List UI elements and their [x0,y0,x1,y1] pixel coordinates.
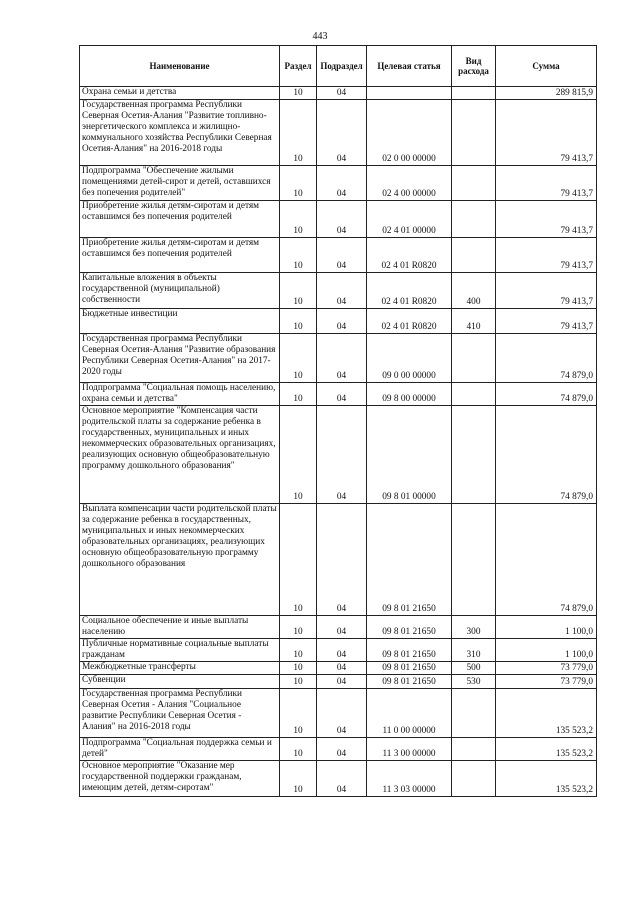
table-row [80,738,597,761]
row-target-cell: 09 0 00 00000 [367,334,452,383]
row-target-cell: 09 8 00 00000 [367,383,452,406]
row-target-cell: 09 8 01 21650 [367,639,452,662]
row-razdel-cell: 10 [280,383,317,406]
row-sum-cell: 79 413,7 [496,201,597,238]
row-podrazdel-cell: 04 [317,662,367,675]
row-podrazdel-cell: 04 [317,639,367,662]
table-row [80,761,597,797]
row-vid-cell [452,383,496,406]
row-name-cell: Выплата компенсации части родительской платы за содержание ребенка в государственных, муниципальных и иных некоммерческих образовательных организациях, реализующих основную общеобразовательную программу дошкольного образования [80,504,280,616]
row-sum-cell: 135 523,2 [496,689,597,738]
row-vid-cell [452,738,496,761]
row-podrazdel-cell: 04 [317,166,367,201]
budget-table [79,45,597,797]
row-vid-cell: 410 [452,309,496,334]
table-header-row [80,46,597,87]
row-target-cell: 11 3 00 00000 [367,738,452,761]
row-vid-cell: 530 [452,675,496,689]
row-target-cell: 02 0 00 00000 [367,100,452,166]
table-row [80,201,597,238]
table-row [80,689,597,738]
row-podrazdel-cell: 04 [317,273,367,309]
row-razdel-cell: 10 [280,639,317,662]
row-name-cell: Подпрограмма "Обеспечение жилыми помещениями детей-сирот и детей, оставшихся без попечения родителей" [80,166,280,201]
row-podrazdel-cell: 04 [317,406,367,504]
row-target-cell: 02 4 01 R0820 [367,238,452,273]
row-target-cell: 11 3 03 00000 [367,761,452,797]
row-razdel-cell: 10 [280,406,317,504]
row-podrazdel-cell: 04 [317,761,367,797]
row-name-cell: Публичные нормативные социальные выплаты гражданам [80,639,280,662]
row-podrazdel-cell: 04 [317,738,367,761]
row-target-cell: 02 4 01 00000 [367,201,452,238]
row-sum-cell: 79 413,7 [496,166,597,201]
row-sum-cell: 79 413,7 [496,273,597,309]
table-row [80,166,597,201]
row-podrazdel-cell: 04 [317,675,367,689]
row-vid-cell: 400 [452,273,496,309]
row-target-cell: 09 8 01 00000 [367,406,452,504]
table-row [80,504,597,616]
table-row [80,662,597,675]
table-row [80,238,597,273]
row-sum-cell: 74 879,0 [496,334,597,383]
table-row [80,273,597,309]
row-vid-cell [452,761,496,797]
row-target-cell: 02 4 00 00000 [367,166,452,201]
row-podrazdel-cell: 04 [317,309,367,334]
header-name: Наименование [80,46,280,87]
row-razdel-cell: 10 [280,100,317,166]
row-razdel-cell: 10 [280,689,317,738]
table-row [80,675,597,689]
row-razdel-cell: 10 [280,273,317,309]
row-razdel-cell: 10 [280,504,317,616]
row-name-cell: Социальное обеспечение и иные выплаты населению [80,616,280,639]
row-vid-cell [452,100,496,166]
header-target: Целевая статья [367,46,452,87]
row-name-cell: Подпрограмма "Социальная помощь населению, охрана семьи и детства" [80,383,280,406]
row-vid-cell [452,406,496,504]
row-razdel-cell: 10 [280,309,317,334]
row-podrazdel-cell: 04 [317,504,367,616]
row-vid-cell [452,689,496,738]
row-name-cell: Капитальные вложения в объекты государственной (муниципальной) собственности [80,273,280,309]
table-row [80,100,597,166]
table-row [80,406,597,504]
row-razdel-cell: 10 [280,201,317,238]
row-sum-cell: 73 779,0 [496,662,597,675]
row-razdel-cell: 10 [280,334,317,383]
row-vid-cell [452,201,496,238]
row-razdel-cell: 10 [280,166,317,201]
row-vid-cell [452,238,496,273]
table-row [80,639,597,662]
row-target-cell: 09 8 01 21650 [367,662,452,675]
row-name-cell: Приобретение жилья детям-сиротам и детям оставшимся без попечения родителей [80,201,280,238]
row-sum-cell: 74 879,0 [496,383,597,406]
table-row [80,616,597,639]
row-razdel-cell: 10 [280,761,317,797]
row-vid-cell: 310 [452,639,496,662]
row-target-cell: 09 8 01 21650 [367,504,452,616]
table-row [80,87,597,100]
row-podrazdel-cell: 04 [317,689,367,738]
row-name-cell: Подпрограмма "Социальная поддержка семьи и детей" [80,738,280,761]
row-razdel-cell: 10 [280,662,317,675]
page-number: 443 [312,31,328,42]
row-sum-cell: 79 413,7 [496,100,597,166]
row-sum-cell: 289 815,9 [496,87,597,100]
row-sum-cell: 73 779,0 [496,675,597,689]
row-name-cell: Государственная программа Республики Северная Осетия-Алания "Развитие образования Республики Северная Осетия-Алания" на 2017-2020 годы [80,334,280,383]
row-name-cell: Основное мероприятие "Оказание мер государственной поддержки гражданам, имеющим детей, детям-сиротам" [80,761,280,797]
row-vid-cell: 500 [452,662,496,675]
table-row [80,383,597,406]
row-name-cell: Субвенции [80,675,280,689]
header-vid: Вид расхода [452,46,496,87]
row-vid-cell [452,87,496,100]
table-row [80,309,597,334]
row-name-cell: Межбюджетные трансферты [80,662,280,675]
row-podrazdel-cell: 04 [317,201,367,238]
row-podrazdel-cell: 04 [317,383,367,406]
row-sum-cell: 135 523,2 [496,738,597,761]
row-target-cell: 02 4 01 R0820 [367,273,452,309]
row-podrazdel-cell: 04 [317,87,367,100]
row-target-cell [367,87,452,100]
row-vid-cell: 300 [452,616,496,639]
header-podrazdel: Подраздел [317,46,367,87]
row-podrazdel-cell: 04 [317,100,367,166]
row-target-cell: 11 0 00 00000 [367,689,452,738]
row-name-cell: Приобретение жилья детям-сиротам и детям оставшимся без попечения родителей [80,238,280,273]
row-sum-cell: 1 100,0 [496,639,597,662]
row-name-cell: Бюджетные инвестиции [80,309,280,334]
row-podrazdel-cell: 04 [317,238,367,273]
table-row [80,334,597,383]
row-vid-cell [452,166,496,201]
row-target-cell: 02 4 01 R0820 [367,309,452,334]
row-razdel-cell: 10 [280,87,317,100]
row-razdel-cell: 10 [280,616,317,639]
row-sum-cell: 79 413,7 [496,309,597,334]
row-sum-cell: 79 413,7 [496,238,597,273]
row-sum-cell: 135 523,2 [496,761,597,797]
row-name-cell: Основное мероприятие "Компенсация части родительской платы за содержание ребенка в государственных, муниципальных и иных некоммерческих образовательных организациях, реализующих основную общеобразовательную программу дошкольного образования" [80,406,280,504]
row-vid-cell [452,504,496,616]
header-razdel: Раздел [280,46,317,87]
row-sum-cell: 74 879,0 [496,406,597,504]
row-podrazdel-cell: 04 [317,616,367,639]
header-sum: Сумма [496,46,597,87]
row-target-cell: 09 8 01 21650 [367,675,452,689]
row-name-cell: Государственная программа Республики Северная Осетия - Алания "Социальное развитие Республики Северная Осетия - Алания" на 2016-2018 годы [80,689,280,738]
row-name-cell: Государственная программа Республики Северная Осетия-Алания "Развитие топливно-энергетического комплекса и жилищно-коммунального хозяйства Республики Северная Осетия-Алания" на 2016-2018 годы [80,100,280,166]
row-name-cell: Охрана семьи и детства [80,87,280,100]
row-sum-cell: 74 879,0 [496,504,597,616]
row-vid-cell [452,334,496,383]
row-sum-cell: 1 100,0 [496,616,597,639]
row-razdel-cell: 10 [280,238,317,273]
row-target-cell: 09 8 01 21650 [367,616,452,639]
row-razdel-cell: 10 [280,738,317,761]
row-razdel-cell: 10 [280,675,317,689]
row-podrazdel-cell: 04 [317,334,367,383]
